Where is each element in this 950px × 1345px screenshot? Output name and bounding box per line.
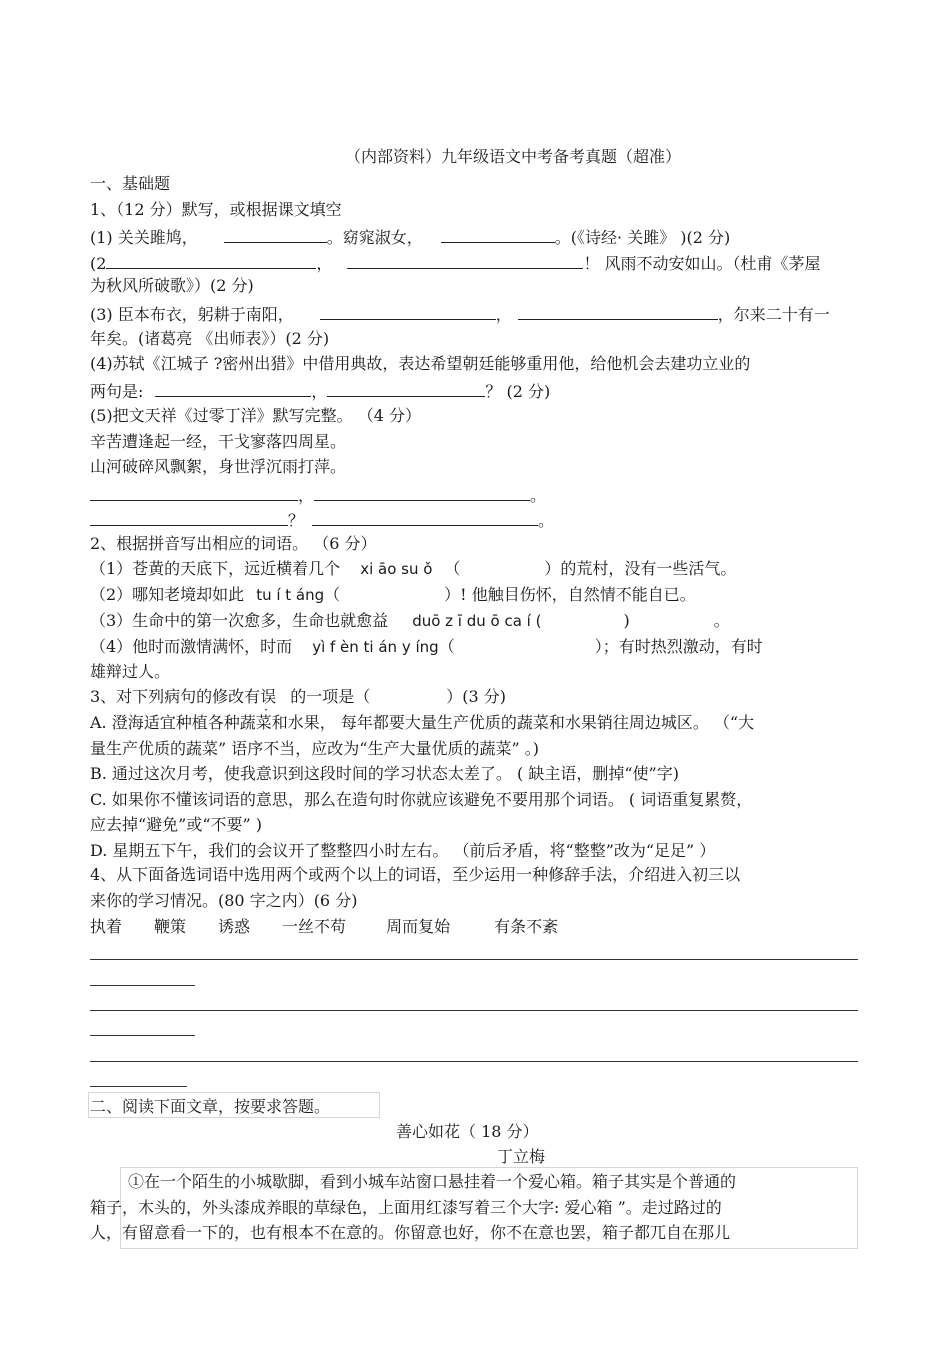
word-option: 一丝不苟 (282, 917, 347, 936)
article-author: 丁立梅 (497, 1147, 546, 1166)
word-option: 诱惑 (218, 917, 251, 936)
text: (2 (90, 254, 107, 273)
text: ！ 风雨不动安如山。（杜甫《茅屋 (583, 254, 821, 273)
question-1-part-3-cont: 年矣。(诸葛亮 《出师表》）(2 分) (90, 329, 330, 348)
text: （ (444, 559, 461, 578)
poem-line-1: 辛苦遭逢起一经，干戈寥落四周星。 (90, 432, 347, 451)
word-option: 有条不紊 (494, 917, 559, 936)
text: ， (311, 382, 328, 401)
text: 两句是: (90, 382, 144, 401)
question-1-part-4: (4)苏轼《江城子 ?密州出猎》中借用典故，表达希望朝廷能够重用他，给他机会去建功立业的 (90, 354, 751, 373)
pinyin: yì f èn ti án y íng (312, 638, 439, 656)
question-2-item-2 (90, 584, 696, 608)
text: （3）生命中的第一次愈多，生命也就愈益 (90, 611, 389, 630)
question-1-part-3 (90, 302, 830, 326)
emphasis-char: 误 (260, 687, 277, 706)
text: ， (316, 254, 333, 273)
answer-blank[interactable] (312, 508, 538, 526)
text: 。 (538, 511, 555, 530)
article-title: 善心如花 (396, 1122, 461, 1141)
text: 3、对下列病句的修改有 (90, 687, 261, 706)
paragraph-1-line-3: 人，有留意看一下的，也有根本不在意的。你留意也好，你不在意也罢，箱子都兀自在那儿 (90, 1223, 731, 1242)
text: ， (495, 305, 512, 324)
text: （4）他时而激情满怀，时而 (90, 637, 293, 656)
answer-blank[interactable] (441, 225, 555, 243)
text: （ (324, 585, 341, 604)
text: (1) 关关雎鸠， (90, 228, 198, 247)
pinyin: tu í t áng (256, 586, 325, 604)
word-bank (90, 916, 558, 940)
question-1-part-2-cont: 为秋风所破歌》）(2 分) (90, 276, 254, 295)
answer-line[interactable] (90, 1061, 858, 1062)
question-1-part-4-cont (90, 379, 550, 403)
pinyin: xi āo su ǒ (360, 560, 433, 578)
question-4-stem: 4、从下面备选词语中选用两个或两个以上的词语，至少运用一种修辞手法，介绍进入初三以 (90, 865, 741, 884)
question-1-part-5: (5)把文天祥《过零丁洋》默写完整。 （4 分） (90, 406, 422, 425)
option-a-line-2: 量生产优质的蔬菜” 语序不当，应改为“生产大量优质的蔬菜” 。) (90, 739, 539, 758)
option-a-line-1: A. 澄海适宜种植各种蔬菜和水果， 每年都要大量生产优质的蔬菜和水果销往周边城区。 （“大 (90, 713, 755, 732)
text: ， (298, 486, 315, 505)
section-heading: 二、阅读下面文章，按要求答题。 (90, 1097, 331, 1116)
text: （ (438, 637, 455, 656)
question-2-item-4-cont: 雄辩过人。 (90, 662, 171, 681)
answer-blank[interactable] (320, 302, 496, 320)
answer-line[interactable] (90, 959, 858, 960)
paragraph-1-line-2: 箱子，木头的，外头漆成养眼的草绿色，上面用红漆写着三个大字: 爱心箱 ”。走过路过的 (90, 1198, 722, 1217)
poem-fill-row-2 (90, 508, 554, 532)
word-option: 执着 (90, 917, 123, 936)
answer-blank[interactable] (90, 483, 298, 501)
answer-line[interactable] (90, 1010, 858, 1011)
answer-blank[interactable] (224, 225, 327, 243)
paragraph-1-line-1: ①在一个陌生的小城歇脚，看到小城车站窗口悬挂着一个爱心箱。箱子其实是个普通的 (128, 1172, 737, 1191)
question-1-stem: 1、（12 分）默写，或根据课文填空 (90, 200, 342, 219)
article-title-line (396, 1121, 539, 1145)
question-2-item-1 (90, 558, 736, 582)
question-2-item-3 (90, 610, 730, 634)
text: ）! 他触目伤怀，自然情不能自已。 (444, 585, 696, 604)
question-2-stem: 2、根据拼音写出相应的词语。 （6 分） (90, 534, 377, 553)
question-4-stem-cont: 来你的学习情况。(80 字之内）(6 分) (90, 891, 358, 910)
option-c-line-1: C. 如果你不懂该词语的意思，那么在造句时你就应该避免不要用那个词语。 ( 词语重复累赘， (90, 790, 753, 809)
text: （2）哪知老境却如此 (90, 585, 245, 604)
text: ) (623, 611, 630, 630)
text: 。窈窕淑女， (326, 228, 423, 247)
question-3-stem (90, 686, 506, 710)
text: 。 (530, 486, 547, 505)
text: （1）苍黄的天底下，远近横着几个 (90, 559, 341, 578)
text: ）；有时热烈激动，有时 (594, 637, 763, 656)
question-1-part-1 (90, 225, 730, 249)
answer-blank[interactable] (155, 379, 311, 397)
answer-blank[interactable] (518, 302, 718, 320)
page-title: （内部资料）九年级语文中考备考真题（超准） (345, 147, 682, 166)
text: ？ (2 分) (485, 382, 551, 401)
poem-fill-row-1 (90, 483, 546, 507)
option-c-line-2: 应去掉“避免”或“不要” ) (90, 815, 263, 834)
text: (3) 臣本布衣，躬耕于南阳， (90, 305, 294, 324)
option-b: B. 通过这次月考，使我意识到这段时间的学习状态太差了。 ( 缺主语，删掉“使”字) (90, 764, 679, 783)
answer-blank[interactable] (106, 251, 316, 269)
word-option: 鞭策 (154, 917, 187, 936)
answer-blank[interactable] (327, 379, 485, 397)
text: ）(3 分) (446, 687, 506, 706)
answer-line-tail[interactable] (90, 985, 195, 986)
poem-line-2: 山河破碎风飘絮，身世浮沉雨打萍。 (90, 457, 347, 476)
answer-line-tail[interactable] (90, 1035, 195, 1036)
text: ）的荒村，没有一些活气。 (544, 559, 737, 578)
answer-blank[interactable] (90, 508, 288, 526)
answer-blank[interactable] (314, 483, 530, 501)
text: 。(《诗经· 关雎》 )(2 分) (554, 228, 731, 247)
article-points: （ 18 分） (460, 1122, 539, 1141)
text: 。 (713, 611, 730, 630)
pinyin: duō z ī du ō ca í ( (412, 612, 542, 630)
question-2-item-4 (90, 636, 763, 660)
text: ？ (288, 511, 305, 530)
text: 的一项是（ (290, 687, 371, 706)
text: ，尔来二十有一 (717, 305, 830, 324)
option-d: D. 星期五下午，我们的会议开了整整四小时左右。 （前后矛盾，将“整整”改为“足足” ） (90, 841, 716, 860)
word-option: 周而复始 (386, 917, 451, 936)
answer-line-tail[interactable] (90, 1086, 187, 1087)
question-1-part-2 (90, 251, 821, 275)
answer-blank[interactable] (347, 251, 583, 269)
section-heading: 一、基础题 (90, 174, 171, 193)
